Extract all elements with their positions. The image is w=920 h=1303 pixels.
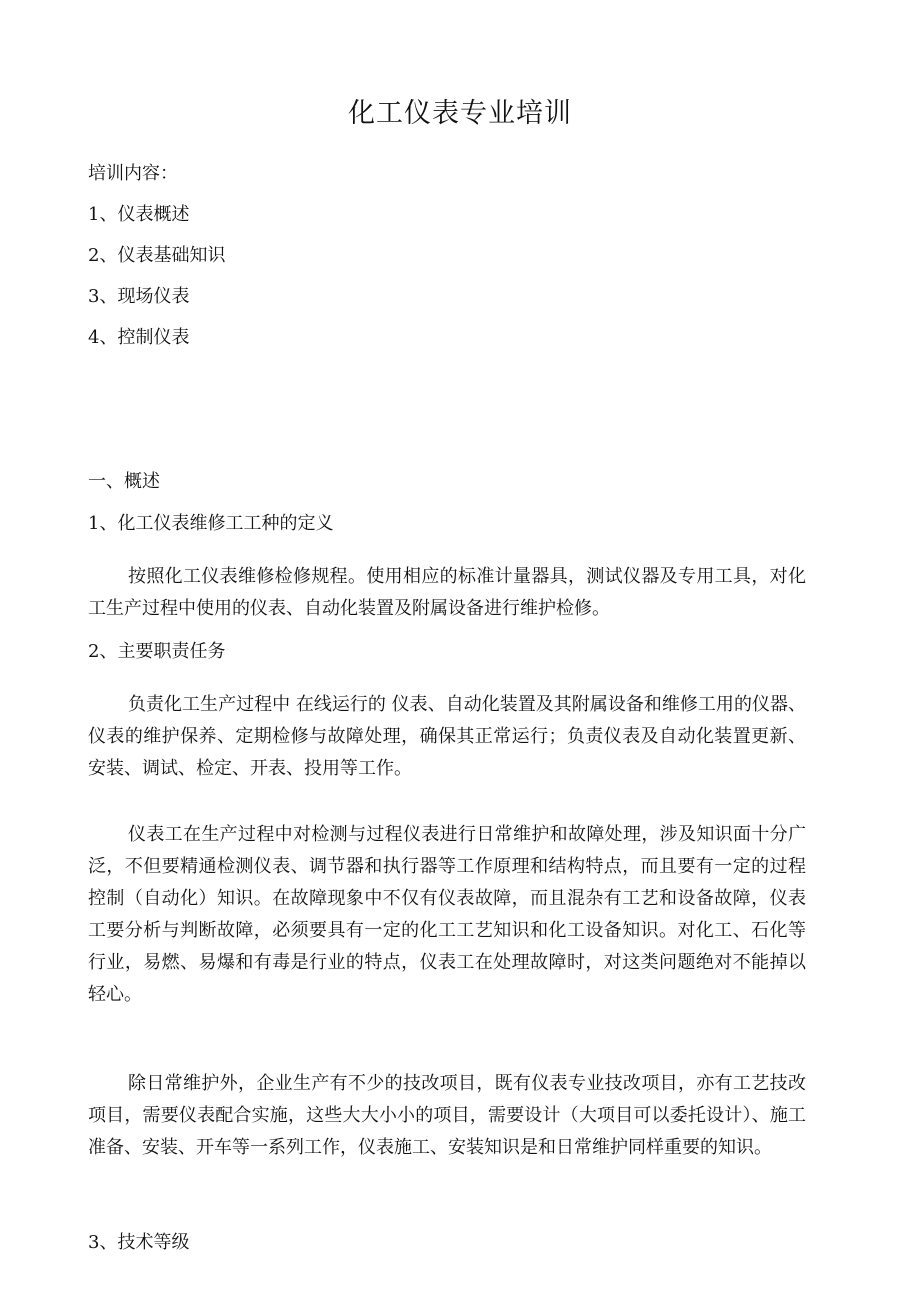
subsection-heading-definition: 1、化工仪表维修工工种的定义 bbox=[88, 513, 334, 534]
paragraph-definition: 按照化工仪表维修检修规程。使用相应的标准计量器具，测试仪器及专用工具，对化工生产过程中使用的仪表、自动化装置及附属设备进行维护检修。 bbox=[88, 566, 806, 619]
subsection-heading-skill-levels: 3、技术等级 bbox=[88, 1232, 190, 1253]
contents-heading: 培训内容： bbox=[88, 163, 178, 184]
contents-item-4: 4、控制仪表 bbox=[88, 327, 190, 348]
contents-item-1: 1、仪表概述 bbox=[88, 204, 190, 225]
section-heading-overview: 一、概述 bbox=[88, 471, 160, 492]
paragraph-duties-3: 除日常维护外，企业生产有不少的技改项目，既有仪表专业技改项目，亦有工艺技改项目，需要仪表配合实施，这些大大小小的项目，需要设计（大项目可以委托设计）、施工准备、安装、开车等一系列工作，仪表施工、安装知识是和日常维护同样重要的知识。 bbox=[88, 1073, 806, 1158]
paragraph-duties-1: 负责化工生产过程中 在线运行的 仪表、自动化装置及其附属设备和维修工用的仪器、仪表的维护保养、定期检修与故障处理，确保其正常运行；负责仪表及自动化装置更新、安装、调试、检定、开表、投用等工作。 bbox=[88, 694, 806, 779]
contents-item-2: 2、仪表基础知识 bbox=[88, 245, 226, 266]
paragraph-duties-2: 仪表工在生产过程中对检测与过程仪表进行日常维护和故障处理，涉及知识面十分广泛，不但要精通检测仪表、调节器和执行器等工作原理和结构特点，而且要有一定的过程控制（自动化）知识。在故障现象中不仅有仪表故障，而且混杂有工艺和设备故障，仪表工要分析与判断故障，必须要具有一定的化工工艺知识和化工设备知识。对化工、石化等行业，易燃、易爆和有毒是行业的特点，仪表工在处理故障时，对这类问题绝对不能掉以轻心。 bbox=[88, 824, 806, 1005]
subsection-heading-duties: 2、主要职责任务 bbox=[88, 641, 226, 662]
document-title: 化工仪表专业培训 bbox=[348, 98, 572, 129]
contents-item-3: 3、现场仪表 bbox=[88, 286, 190, 307]
